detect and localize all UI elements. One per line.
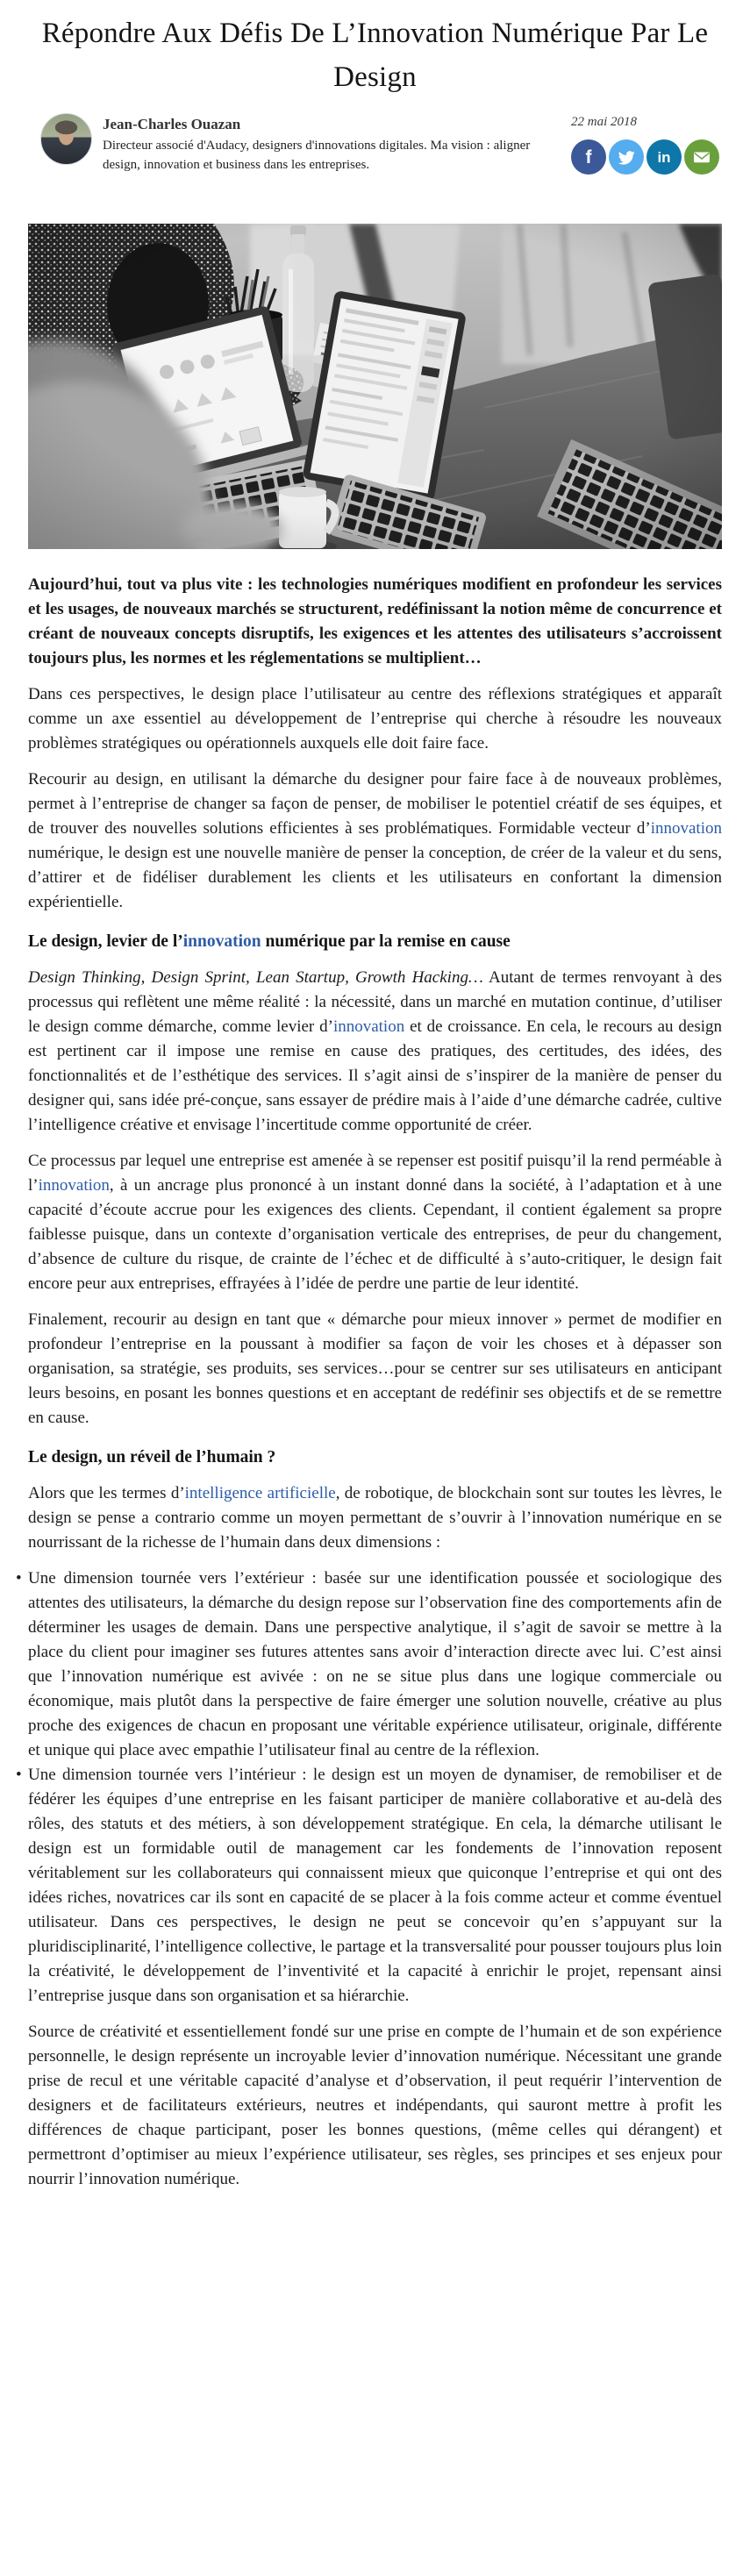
inline-link[interactable]: innovation [332,1017,405,1036]
text-run: Une dimension tournée vers l’intérieur : le design est un moyen de dynamiser, de remobiliser et de fédérer les équipes d’une entreprise en les faisant participer de manière collaborative et au-delà des rôles, des statuts et des métiers, à son développement stratégique. En cela, la démarche utilisant le design est un formidable outil de management car les fondements de l’innovation reposent véritablement sur les collaborateurs qui connaissent mieux que quiconque l’entreprise et qui ont des idées riches, novatrices car ils sont en capacité de se placer à la fois comme acteur et comme éventuel utilisateur. Dans ces perspectives, le design ne peut se concevoir qu’en s’appuyant sur la pluridisciplinarité, l’intelligence collective, le partage et la transversalité pour pousser toujours plus loin la créativité, le développement de l’inventivité et la capacité à enrichir le projet, repensant ainsi l’entreprise jusque dans son organisation et sa hiérarchie. [28,1765,722,2005]
inline-link[interactable]: innovation [38,1175,110,1195]
section-heading [28,930,722,954]
author-block [40,113,722,175]
list-item [28,1566,722,1763]
lead-paragraph [28,573,722,671]
email-share-icon[interactable] [684,139,719,175]
envelope-icon [692,147,711,167]
twitter-bird-icon [617,147,636,167]
text-run: Source de créativité et essentiellement fondé sur une prise en compte de l’humain et de son expérience personnelle, le design représente un incroyable levier d’innovation numérique. Nécessitant une grande prise de recul et une véritable capacité d’analyse et d’observation, il peut requérir l’intervention de designers et de facilitateurs extérieurs, neutres et indépendants, qui sauront mettre à profit les différences de chaque participant, poser les bonnes questions, (même celles qui dérangent) et permettront d’optimiser au mieux l’expérience utilisateur, ses règles, ses principes et ses enjeux pour nourrir l’innovation numérique. [28,2022,722,2188]
bullet-list [28,1566,722,2009]
paragraph [28,682,722,756]
page-title: Répondre Aux Défis De L’Innovation Numérique Par Le Design [41,18,709,93]
list-item [28,1763,722,2009]
text-run: Le design, levier de l’ [28,931,183,951]
text-run: numérique, le design est une nouvelle manière de penser la conception, de créer de la valeur et du sens, d’attirer et de fidéliser durablement les clients et les utilisateurs en confortant la dimension expérientielle. [28,843,722,911]
author-info [103,115,541,175]
article-body [28,573,722,2192]
article-page [0,12,750,2243]
paragraph [28,966,722,1138]
text-run: Une dimension tournée vers l’extérieur : basée sur une identification poussée et sociologique des attentes des utilisateurs, la démarche du design repose sur l’observation fine des comportements afin de déterminer les usages de demain. Dans une perspective analytique, il s’agit de savoir se mettre à la place du client pour imaginer ses futures attentes sans avoir d’interaction directe avec lui. C’est ainsi que l’innovation numérique est avivée : on ne se situe plus dans une logique commerciale ou économique, mais plutôt dans la perspective de faire émerger une solution nouvelle, créative au plus proche des exigences de chacun en proposant une véritable expérience utilisateur, originale, différente et unique qui place avec empathie l’utilisateur final au centre de la réflexion. [28,1568,722,1759]
section-heading [28,1445,722,1470]
paragraph [28,1149,722,1296]
author-name: Jean-Charles Ouazan [103,116,241,132]
paragraph [28,1481,722,1555]
text-run: Alors que les termes d’ [28,1483,185,1502]
publish-date: 22 mai 2018 [571,115,637,129]
text-run: Dans ces perspectives, le design place l’utilisateur au centre des réflexions stratégiques et apparaît comme un axe essentiel au développement de l’entreprise qui cherche à résoudre les nouveaux problèmes stratégiques ou opérationnels auxquels elle doit faire face. [28,684,722,753]
linkedin-share-icon[interactable]: in [646,139,682,175]
text-run: Design Thinking, Design Sprint, Lean Startup, Growth Hacking… [28,967,483,987]
facebook-share-icon[interactable]: f [571,139,606,175]
text-run: et de croissance. En cela, le recours au design est pertinent car il impose une remise en cause des pratiques, des certitudes, des idées, des fonctionnalités et de l’esthétique des services. Il s’agit ainsi de s’inspirer de la manière de penser du designer qui, sans idée pré-conçue, sans essayer de prédire mais à l’aide d’une démarche cadrée, cultive l’intelligence créative et envisage l’incertitude comme opportunité de créer. [28,1017,722,1134]
text-run: Le design, un réveil de l’humain ? [28,1447,276,1466]
twitter-share-icon[interactable] [609,139,644,175]
text-run: Aujourd’hui, tout va plus vite : les technologies numériques modifient en profondeur les services et les usages, de nouveaux marchés se structurent, redéfinissant la notion même de concurrence et créant de nouveaux concepts disruptifs, les exigences et les attentes des utilisateurs s’accroissent toujours plus, les normes et les réglementations se multiplient… [28,574,722,667]
text-run: Finalement, recourir au design en tant que « démarche pour mieux innover » permet de modifier en profondeur l’entreprise en la poussant à modifier sa façon de voir les choses et à dépasser son organisation, sa stratégie, ses produits, ses services…pour se centrer sur ses utilisateurs en anticipant leurs besoins, en posant les bonnes questions et en acceptant de redéfinir ses objectifs et de se remettre en cause. [28,1309,722,1427]
author-avatar[interactable] [40,113,92,165]
text-run: Autant de termes renvoyant à des processus qui reflètent une même réalité : la nécessité, dans un marché en mutation continue, d’utiliser le design comme démarche, comme levier d’ [28,967,722,1036]
inline-link[interactable]: innovation [182,931,261,951]
inline-link[interactable]: innovation [650,818,722,838]
paragraph [28,767,722,915]
paragraph [28,1308,722,1431]
paragraph [28,2020,722,2192]
hero-image [28,224,722,549]
text-run: , à un ancrage plus prononcé à un instant donné dans la société, à l’adaptation et à une capacité d’écoute accrue pour les exigences des clients. Cependant, il contient également sa propre faiblesse puisque, dans un contexte d’organisation verticale des entreprises, de peur du changement, d’absence de culture du risque, de crainte de l’échec et de difficulté à s’auto-critiquer, le design fait encore peur aux entreprises, effrayées à l’idée de perdre une partie de leur identité. [28,1175,722,1293]
text-run: Recourir au design, en utilisant la démarche du designer pour faire face à de nouveaux problèmes, permet à l’entreprise de changer sa façon de penser, de mobiliser le potentiel créatif de ses équipes, et de trouver des nouvelles solutions efficientes à ses problématiques. Formidable vecteur d’ [28,769,722,838]
inline-link[interactable]: intelligence artificielle [184,1483,336,1502]
text-run: Ce processus par lequel une entreprise est amenée à se repenser est positif puisqu’il la rend perméable à l’ [28,1151,722,1195]
author-bio: Directeur associé d'Audacy, designers d'innovations digitales. Ma vision : aligner design, innovation et business dans les entreprises. [103,138,531,173]
share-buttons [571,139,722,175]
text-run: , de robotique, de blockchain sont sur toutes les lèvres, le design se pense a contrario comme un moyen permettant de s’ouvrir à l’innovation numérique en se nourrissant de la richesse de l’humain dans deux dimensions : [28,1483,722,1552]
meta-column [571,113,722,175]
text-run: numérique par la remise en cause [261,931,511,951]
